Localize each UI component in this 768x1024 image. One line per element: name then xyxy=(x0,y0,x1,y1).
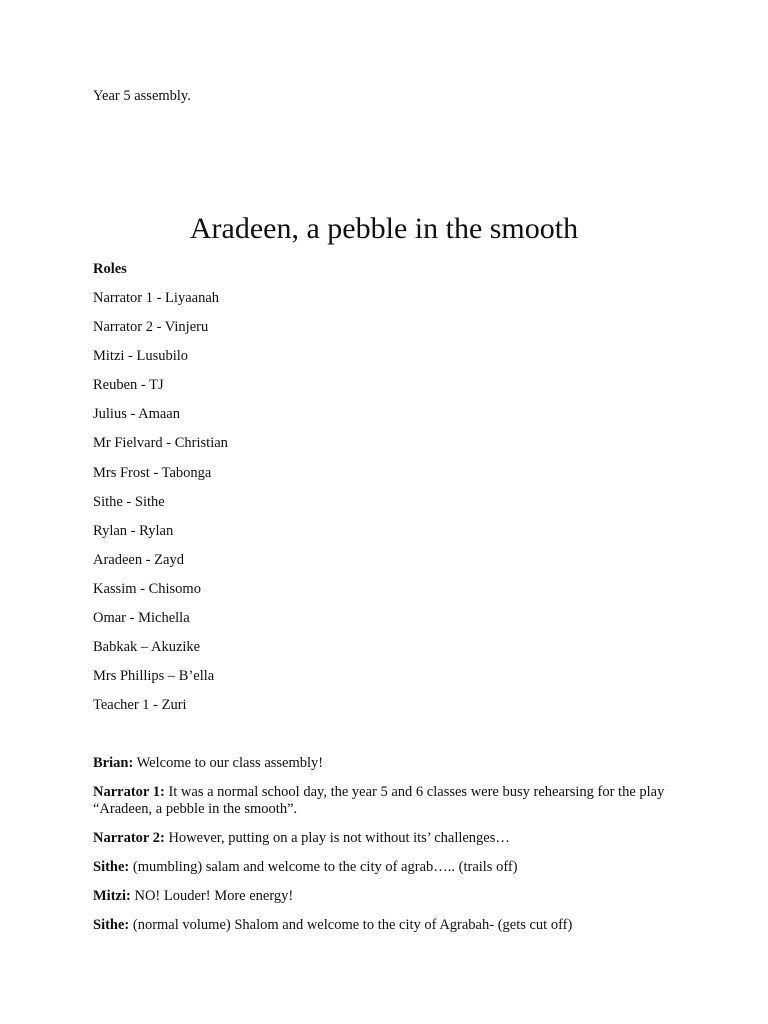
play-title: Aradeen, a pebble in the smooth xyxy=(189,212,579,245)
role-item: Julius - Amaan xyxy=(93,406,180,423)
script-line xyxy=(93,859,683,876)
role-item: Kassim - Chisomo xyxy=(93,580,201,597)
line-text: NO! Louder! More energy! xyxy=(130,888,294,904)
role-item: Aradeen - Zayd xyxy=(93,551,184,568)
role-item: Mrs Frost - Tabonga xyxy=(93,464,212,481)
speaker-name: Sithe: xyxy=(93,917,130,933)
role-item: Mrs Phillips – B’ella xyxy=(93,668,215,685)
role-item: Reuben - TJ xyxy=(93,377,164,394)
role-item: Babkak – Akuzike xyxy=(93,639,201,656)
roles-list xyxy=(93,290,228,726)
role-item: Mitzi - Lusubilo xyxy=(93,348,189,365)
speaker-name: Sithe: xyxy=(93,859,130,875)
speaker-name: Narrator 1: xyxy=(93,784,165,800)
role-item: Narrator 2 - Vinjeru xyxy=(93,319,209,336)
script-line xyxy=(93,755,683,772)
role-item: Omar - Michella xyxy=(93,610,190,627)
speaker-name: Brian: xyxy=(93,755,134,771)
role-item: Teacher 1 - Zuri xyxy=(93,697,187,714)
script-body xyxy=(93,755,683,946)
line-text: It was a normal school day, the year 5 and 6 classes were busy rehearsing for the play “Aradeen, a pebble in the smooth”. xyxy=(93,784,665,817)
script-line xyxy=(93,784,683,818)
line-text: (normal volume) Shalom and welcome to the city of Agrabah- (gets cut off) xyxy=(129,917,573,933)
role-item: Sithe - Sithe xyxy=(93,493,165,510)
role-item: Mr Fielvard - Christian xyxy=(93,435,228,452)
roles-heading: Roles xyxy=(93,261,127,277)
line-text: However, putting on a play is not without its’ challenges… xyxy=(164,830,510,846)
role-item: Rylan - Rylan xyxy=(93,522,174,539)
script-line xyxy=(93,888,683,905)
role-item: Narrator 1 - Liyaanah xyxy=(93,290,220,306)
script-line xyxy=(93,917,683,934)
document-header: Year 5 assembly. xyxy=(93,88,191,104)
speaker-name: Narrator 2: xyxy=(93,830,165,846)
speaker-name: Mitzi: xyxy=(93,888,131,904)
line-text: (mumbling) salam and welcome to the city of agrab….. (trails off) xyxy=(129,859,518,875)
line-text: Welcome to our class assembly! xyxy=(133,755,324,771)
script-line xyxy=(93,830,683,847)
